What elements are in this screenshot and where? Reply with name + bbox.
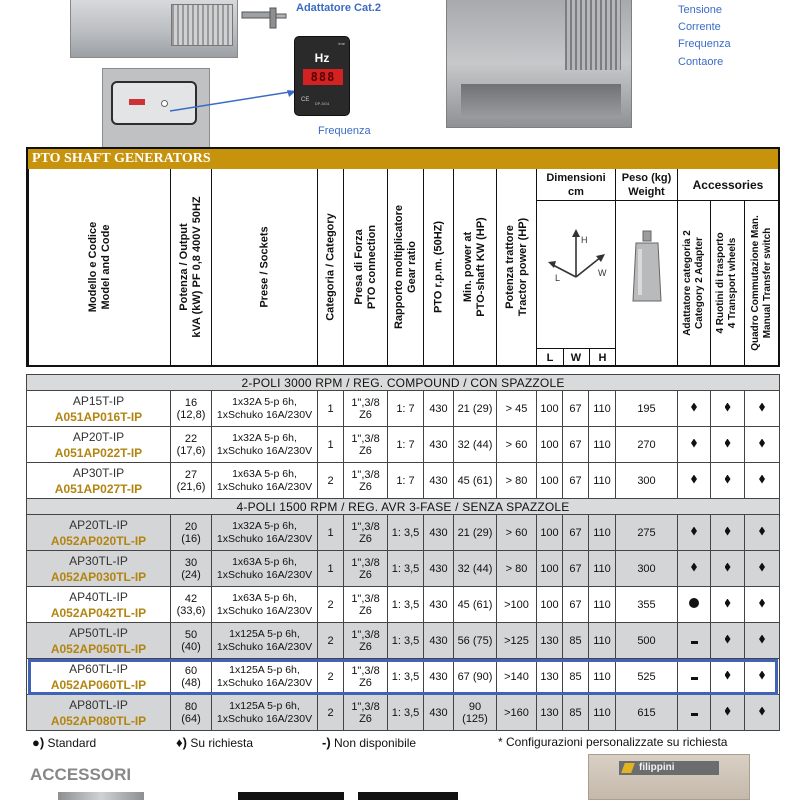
section-title: PTO SHAFT GENERATORS (28, 149, 778, 169)
acc-adapter-cell (678, 587, 711, 623)
min-power-cell: 21 (29) (454, 391, 497, 427)
pto-cell: 1",3/8 Z6 (344, 515, 388, 551)
dim-w-cell: 67 (563, 463, 589, 499)
section-header: 4-POLI 1500 RPM / REG. AVR 3-FASE / SENZA SPAZZOLE (27, 499, 780, 515)
min-power-cell: 90 (125) (454, 695, 497, 731)
category-cell: 1 (318, 427, 344, 463)
diamond-icon (759, 475, 765, 484)
dim-h-cell: 110 (589, 391, 616, 427)
section-header: 2-POLI 3000 RPM / REG. COMPOUND / CON SPAZZOLE (27, 375, 780, 391)
pto-cell: 1",3/8 Z6 (344, 623, 388, 659)
header-sockets: Prese / Sockets (211, 169, 317, 365)
diamond-icon (725, 671, 731, 680)
tractor-power-cell: >125 (497, 623, 537, 659)
sockets-cell: 1x32A 5-p 6h, 1xSchuko 16A/230V (212, 427, 318, 463)
ratio-cell: 1: 3,5 (388, 515, 424, 551)
sockets-cell: 1x63A 5-p 6h, 1xSchuko 16A/230V (212, 463, 318, 499)
model-cell: AP30T-IP A051AP027T-IP (27, 463, 171, 499)
dim-h-cell: 110 (589, 587, 616, 623)
dim-w-cell: 85 (563, 695, 589, 731)
weight-icon (630, 229, 664, 305)
dim-h-cell: 110 (589, 427, 616, 463)
header-acc-switch: Quadro Commutazione Man. Manual Transfer switch (749, 214, 773, 351)
diamond-icon (759, 527, 765, 536)
dim-w-cell: 85 (563, 623, 589, 659)
model-cell: AP40TL-IP A052AP042TL-IP (27, 587, 171, 623)
min-power-cell: 56 (75) (454, 623, 497, 659)
model-cell: AP15T-IP A051AP016T-IP (27, 391, 171, 427)
table-row (27, 623, 780, 659)
model-cell: AP60TL-IP A052AP060TL-IP (27, 659, 171, 695)
dim-l-cell: 100 (537, 463, 563, 499)
tractor-power-cell: > 45 (497, 391, 537, 427)
acc-wheels-cell (711, 551, 745, 587)
diamond-icon (759, 707, 765, 716)
dim-l-cell: 100 (537, 515, 563, 551)
legend-optional: ♦) Su richiesta (176, 735, 254, 750)
model-cell: AP50TL-IP A052AP050TL-IP (27, 623, 171, 659)
diamond-icon (759, 439, 765, 448)
acc-switch-cell (745, 587, 780, 623)
section-header-row (27, 375, 780, 391)
min-power-cell: 67 (90) (454, 659, 497, 695)
diamond-icon (691, 563, 697, 572)
tractor-power-cell: >140 (497, 659, 537, 695)
acc-adapter-cell (678, 515, 711, 551)
model-cell: AP30TL-IP A052AP030TL-IP (27, 551, 171, 587)
frequency-caption: Frequenza (318, 125, 371, 137)
table-row (27, 427, 780, 463)
category-cell: 2 (318, 659, 344, 695)
section-header-row (27, 499, 780, 515)
header-accessories: Accessories Adattatore categoria 2 Category 2 Adapter 4 Ruotini di trasporto 4 Transport wheels Quadro Commutazione Man. Manual Transfer switch (677, 169, 778, 365)
accessori-heading: ACCESSORI (30, 765, 132, 784)
rpm-cell: 430 (424, 623, 454, 659)
acc-adapter-cell (678, 463, 711, 499)
min-power-cell: 45 (61) (454, 463, 497, 499)
diamond-icon (759, 403, 765, 412)
instrument-legend (678, 2, 731, 71)
acc-wheels-cell (711, 427, 745, 463)
acc-wheels-cell (711, 587, 745, 623)
table-row (27, 391, 780, 427)
category-cell: 2 (318, 587, 344, 623)
dim-w-cell: 67 (563, 391, 589, 427)
tractor-power-cell: >160 (497, 695, 537, 731)
accessory-image-2 (238, 792, 344, 800)
dim-h-cell: 110 (589, 659, 616, 695)
tractor-power-cell: > 80 (497, 463, 537, 499)
category-cell: 2 (318, 623, 344, 659)
svg-text:H: H (581, 235, 588, 245)
min-power-cell: 32 (44) (454, 427, 497, 463)
diamond-icon (759, 635, 765, 644)
rpm-cell: 430 (424, 587, 454, 623)
diamond-icon (725, 527, 731, 536)
dash-icon (691, 641, 698, 644)
sockets-cell: 1x125A 5-p 6h, 1xSchuko 16A/230V (212, 695, 318, 731)
table-header (26, 147, 780, 367)
sockets-cell: 1x125A 5-p 6h, 1xSchuko 16A/230V (212, 659, 318, 695)
dim-h-cell: 110 (589, 515, 616, 551)
rpm-cell: 430 (424, 463, 454, 499)
legend-voltage: Tensione (678, 4, 723, 16)
weight-cell: 275 (616, 515, 678, 551)
acc-adapter-cell (678, 623, 711, 659)
category-cell: 1 (318, 391, 344, 427)
acc-switch-cell (745, 463, 780, 499)
header-tractor-power: Potenza trattore Tractor power (HP) (496, 169, 536, 365)
sockets-cell: 1x32A 5-p 6h, 1xSchuko 16A/230V (212, 515, 318, 551)
diamond-icon (759, 563, 765, 572)
diamond-icon (725, 439, 731, 448)
output-cell: 50 (40) (171, 623, 212, 659)
dim-h-cell: 110 (589, 695, 616, 731)
acc-switch-cell (745, 659, 780, 695)
dash-icon (691, 677, 698, 680)
dim-l-cell: 130 (537, 623, 563, 659)
sockets-cell: 1x63A 5-p 6h, 1xSchuko 16A/230V (212, 551, 318, 587)
table-row (27, 695, 780, 731)
header-min-power: Min. power at PTO-shaft KW (HP) (453, 169, 496, 365)
legend-standard: ●) Standard (32, 735, 97, 750)
dim-w-cell: 67 (563, 587, 589, 623)
ratio-cell: 1: 3,5 (388, 659, 424, 695)
header-dimensions: Dimensioni cm H W L L W H (536, 169, 615, 365)
dim-w-cell: 67 (563, 515, 589, 551)
header-category: Categoria / Category (317, 169, 343, 365)
dash-icon (691, 713, 698, 716)
accessory-image-1 (58, 792, 144, 800)
legend-custom: * Configurazioni personalizzate su richiesta (498, 735, 728, 749)
tractor-power-cell: > 60 (497, 515, 537, 551)
legend-not-available: -) Non disponibile (322, 735, 417, 750)
adapter-label: Adattatore Cat.2 (296, 2, 381, 14)
ratio-cell: 1: 3,5 (388, 695, 424, 731)
accessory-image-3 (358, 792, 458, 800)
min-power-cell: 45 (61) (454, 587, 497, 623)
dim-l-cell: 100 (537, 427, 563, 463)
header-acc-wheels: 4 Ruotini di trasporto 4 Transport wheels (715, 231, 738, 334)
weight-cell: 355 (616, 587, 678, 623)
sockets-cell: 1x125A 5-p 6h, 1xSchuko 16A/230V (212, 623, 318, 659)
acc-switch-cell (745, 623, 780, 659)
output-cell: 20 (16) (171, 515, 212, 551)
pto-cell: 1",3/8 Z6 (344, 659, 388, 695)
pointer-arrow-icon (150, 86, 300, 116)
output-cell: 27 (21,6) (171, 463, 212, 499)
dim-l-label: L (546, 352, 554, 364)
acc-switch-cell (745, 551, 780, 587)
output-cell: 60 (48) (171, 659, 212, 695)
acc-wheels-cell (711, 695, 745, 731)
generator-engine-image (70, 0, 238, 58)
acc-adapter-cell (678, 427, 711, 463)
rpm-cell: 430 (424, 427, 454, 463)
diamond-icon (691, 439, 697, 448)
acc-adapter-cell (678, 551, 711, 587)
diamond-icon (725, 563, 731, 572)
tractor-power-cell: >100 (497, 587, 537, 623)
pto-cell: 1",3/8 Z6 (344, 463, 388, 499)
acc-wheels-cell (711, 391, 745, 427)
diamond-icon (725, 599, 731, 608)
svg-text:W: W (598, 268, 607, 278)
header-weight: Peso (kg) Weight (615, 169, 677, 365)
dim-l-cell: 100 (537, 587, 563, 623)
tractor-power-cell: > 80 (497, 551, 537, 587)
brand-box-image (588, 754, 750, 800)
table-row (27, 463, 780, 499)
weight-cell: 300 (616, 463, 678, 499)
output-cell: 42 (33,6) (171, 587, 212, 623)
generators-table (26, 374, 780, 731)
generator-cabinet-image (446, 0, 632, 128)
dim-w-cell: 67 (563, 427, 589, 463)
dim-l-cell: 100 (537, 391, 563, 427)
sockets-cell: 1x32A 5-p 6h, 1xSchuko 16A/230V (212, 391, 318, 427)
output-cell: 16 (12,8) (171, 391, 212, 427)
diamond-icon (725, 635, 731, 644)
pto-cell: 1",3/8 Z6 (344, 587, 388, 623)
pto-cell: 1",3/8 Z6 (344, 695, 388, 731)
acc-wheels-cell (711, 623, 745, 659)
model-cell: AP20T-IP A051AP022T-IP (27, 427, 171, 463)
ratio-cell: 1: 7 (388, 391, 424, 427)
weight-cell: 615 (616, 695, 678, 731)
min-power-cell: 21 (29) (454, 515, 497, 551)
sockets-cell: 1x63A 5-p 6h, 1xSchuko 16A/230V (212, 587, 318, 623)
min-power-cell: 32 (44) (454, 551, 497, 587)
header-acc-adapter: Adattatore categoria 2 Category 2 Adapter (682, 229, 705, 336)
dim-l-cell: 130 (537, 659, 563, 695)
ratio-cell: 1: 7 (388, 427, 424, 463)
category-cell: 1 (318, 515, 344, 551)
table-row (27, 551, 780, 587)
output-cell: 22 (17,6) (171, 427, 212, 463)
output-cell: 30 (24) (171, 551, 212, 587)
legend-current: Corrente (678, 21, 721, 34)
rpm-cell: 430 (424, 659, 454, 695)
table-row (27, 587, 780, 623)
frequency-meter-image: ime Hz 888 CE DP-5G4 (294, 36, 350, 116)
acc-wheels-cell (711, 463, 745, 499)
model-cell: AP20TL-IP A052AP020TL-IP (27, 515, 171, 551)
diamond-icon (691, 475, 697, 484)
ratio-cell: 1: 3,5 (388, 587, 424, 623)
tractor-power-cell: > 60 (497, 427, 537, 463)
acc-wheels-cell (711, 659, 745, 695)
ratio-cell: 1: 7 (388, 463, 424, 499)
header-model: Modello e Codice Model and Code (28, 169, 170, 365)
category-cell: 2 (318, 463, 344, 499)
pto-cell: 1",3/8 Z6 (344, 427, 388, 463)
pto-cell: 1",3/8 Z6 (344, 391, 388, 427)
dim-h-cell: 110 (589, 463, 616, 499)
weight-cell: 300 (616, 551, 678, 587)
rpm-cell: 430 (424, 515, 454, 551)
brand-logo: filippini (619, 761, 719, 775)
rpm-cell: 430 (424, 391, 454, 427)
header-output: Potenza / Output kVA (kW) PF 0,8 400V 50HZ (170, 169, 211, 365)
pto-cell: 1",3/8 Z6 (344, 551, 388, 587)
dim-w-label: W (570, 352, 582, 364)
weight-cell: 195 (616, 391, 678, 427)
dim-l-cell: 100 (537, 551, 563, 587)
acc-adapter-cell (678, 659, 711, 695)
acc-switch-cell (745, 391, 780, 427)
ratio-cell: 1: 3,5 (388, 623, 424, 659)
legend-hour-meter: Contaore (678, 55, 724, 68)
table-row (27, 659, 780, 695)
header-rpm: PTO r.p.m. (50HZ) (423, 169, 453, 365)
weight-cell: 500 (616, 623, 678, 659)
diamond-icon (759, 671, 765, 680)
acc-adapter-cell (678, 695, 711, 731)
diamond-icon (691, 403, 697, 412)
category-cell: 1 (318, 551, 344, 587)
dim-w-cell: 67 (563, 551, 589, 587)
acc-adapter-cell (678, 391, 711, 427)
dot-icon (689, 598, 699, 608)
rpm-cell: 430 (424, 551, 454, 587)
output-cell: 80 (64) (171, 695, 212, 731)
acc-switch-cell (745, 515, 780, 551)
dim-l-cell: 130 (537, 695, 563, 731)
acc-switch-cell (745, 695, 780, 731)
diamond-icon (725, 403, 731, 412)
category-cell: 2 (318, 695, 344, 731)
header-pto: Presa di Forza PTO connection (343, 169, 387, 365)
weight-cell: 270 (616, 427, 678, 463)
table-row (27, 515, 780, 551)
dim-h-cell: 110 (589, 623, 616, 659)
svg-text:L: L (555, 273, 561, 283)
weight-cell: 525 (616, 659, 678, 695)
rpm-cell: 430 (424, 695, 454, 731)
ratio-cell: 1: 3,5 (388, 551, 424, 587)
dim-h-label: H (598, 352, 607, 364)
dim-w-cell: 85 (563, 659, 589, 695)
dim-h-cell: 110 (589, 551, 616, 587)
legend-frequency: Frequenza (678, 38, 731, 51)
diamond-icon (691, 527, 697, 536)
model-cell: AP80TL-IP A052AP080TL-IP (27, 695, 171, 731)
dimension-axes-icon (543, 217, 609, 297)
acc-wheels-cell (711, 515, 745, 551)
header-ratio: Rapporto moltiplicatore Gear ratio (387, 169, 423, 365)
diamond-icon (759, 599, 765, 608)
pto-adapter-image (240, 4, 288, 30)
diamond-icon (725, 475, 731, 484)
diamond-icon (725, 707, 731, 716)
acc-switch-cell (745, 427, 780, 463)
